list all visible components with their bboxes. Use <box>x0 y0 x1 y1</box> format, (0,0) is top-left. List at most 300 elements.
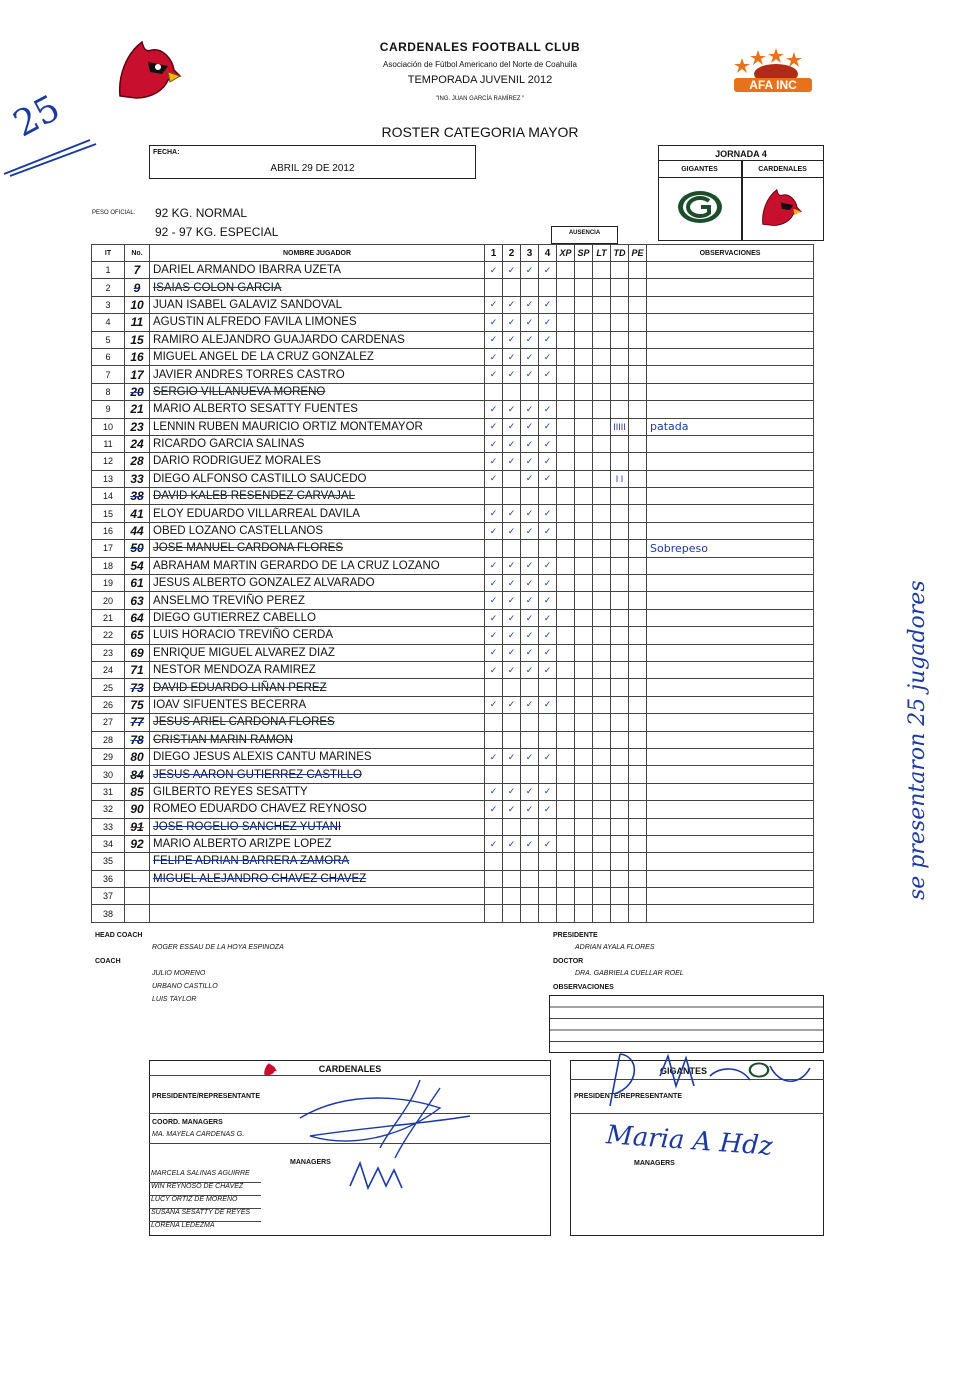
row-xp <box>557 401 575 418</box>
row-it <box>92 661 125 678</box>
row-q2-text: ✓ <box>507 629 516 640</box>
row-player-name <box>150 435 485 452</box>
row-q1-text: ✓ <box>489 438 498 449</box>
row-td <box>611 314 629 331</box>
row-td <box>611 714 629 731</box>
row-q1-text: ✓ <box>489 525 498 536</box>
table-row <box>92 870 814 887</box>
row-number-text: 91 <box>130 819 144 834</box>
row-it-text: 28 <box>102 734 113 745</box>
row-q3-text: ✓ <box>525 508 534 519</box>
row-sp <box>575 853 593 870</box>
row-q4-text: ✓ <box>543 299 552 310</box>
row-number-text: 90 <box>130 802 144 817</box>
cardenales-managers-list <box>149 1170 261 1234</box>
row-player-name-text: JESUS AARON GUTIERREZ CASTILLO <box>153 768 362 781</box>
row-it-text: 16 <box>102 526 113 537</box>
row-player-name <box>150 453 485 470</box>
row-sp <box>575 557 593 574</box>
coach-3: LUIS TAYLOR <box>152 996 197 1003</box>
row-number <box>125 609 150 626</box>
row-pe <box>629 627 647 644</box>
row-q2 <box>503 488 521 505</box>
row-it-text: 4 <box>105 317 111 328</box>
row-it-text: 34 <box>102 839 113 850</box>
row-player-name-text: LUIS HORACIO TREVIÑO CERDA <box>153 629 333 642</box>
table-row <box>92 888 814 905</box>
row-it <box>92 488 125 505</box>
row-q3-text: ✓ <box>525 699 534 710</box>
row-it-text: 30 <box>102 769 113 780</box>
row-q1-text: ✓ <box>489 647 498 658</box>
row-player-name-text: JUAN ISABEL GALAVIZ SANDOVAL <box>153 298 342 311</box>
row-lt <box>593 835 611 852</box>
row-pe <box>629 714 647 731</box>
row-number-text: 61 <box>130 576 144 591</box>
row-number-text: 44 <box>130 524 144 539</box>
row-q1-text: ✓ <box>489 421 498 432</box>
col-q1: 1 <box>485 245 503 262</box>
cardenales-presidente-label: PRESIDENTE/REPRESENTANTE <box>152 1093 260 1100</box>
row-q2-text: ✓ <box>507 838 516 849</box>
row-it <box>92 818 125 835</box>
row-sp <box>575 731 593 748</box>
table-row <box>92 627 814 644</box>
row-it <box>92 853 125 870</box>
row-q3-text: ✓ <box>525 612 534 623</box>
row-it-text: 33 <box>102 821 113 832</box>
row-observaciones <box>647 783 814 800</box>
row-sp <box>575 592 593 609</box>
row-player-name-text: JOSE MANUEL CARDONA FLORES <box>153 542 344 555</box>
row-player-name <box>150 505 485 522</box>
row-q2-text: ✓ <box>507 264 516 275</box>
row-q4 <box>539 661 557 678</box>
col-q2: 2 <box>503 245 521 262</box>
row-lt <box>593 262 611 279</box>
row-q2 <box>503 592 521 609</box>
row-sp <box>575 644 593 661</box>
row-player-name-text: DIEGO JESUS ALEXIS CANTU MARINES <box>153 751 372 764</box>
row-q1 <box>485 661 503 678</box>
row-player-name-text: RICARDO GARCIA SALINAS <box>153 438 305 451</box>
row-td <box>611 801 629 818</box>
row-lt <box>593 435 611 452</box>
row-q3 <box>521 748 539 765</box>
row-player-name <box>150 592 485 609</box>
row-q2 <box>503 540 521 557</box>
row-q1-text: ✓ <box>489 316 498 327</box>
row-q4-text: ✓ <box>543 595 552 606</box>
row-observaciones <box>647 766 814 783</box>
row-observaciones <box>647 540 814 557</box>
row-number-text: 75 <box>130 697 144 712</box>
row-lt <box>593 296 611 313</box>
row-sp <box>575 262 593 279</box>
row-q3 <box>521 383 539 400</box>
table-row <box>92 366 814 383</box>
row-sp <box>575 801 593 818</box>
row-q1 <box>485 644 503 661</box>
row-observaciones <box>647 557 814 574</box>
row-q3 <box>521 435 539 452</box>
row-td <box>611 348 629 365</box>
col-obs: OBSERVACIONES <box>647 245 814 262</box>
row-observaciones <box>647 853 814 870</box>
table-row <box>92 905 814 922</box>
table-row <box>92 853 814 870</box>
row-number <box>125 835 150 852</box>
row-q3 <box>521 644 539 661</box>
row-lt <box>593 609 611 626</box>
handwritten-corner-number: 25 <box>7 87 67 146</box>
row-q2 <box>503 627 521 644</box>
row-player-name <box>150 331 485 348</box>
row-q4 <box>539 801 557 818</box>
row-player-name-text: ISAIAS COLON GARCIA <box>153 281 282 294</box>
row-it <box>92 383 125 400</box>
row-number-text: 78 <box>130 732 144 747</box>
row-it-text: 35 <box>102 856 113 867</box>
row-it-text: 20 <box>102 595 113 606</box>
row-number-text: 21 <box>130 402 144 417</box>
row-xp <box>557 644 575 661</box>
row-player-name <box>150 905 485 922</box>
row-q1 <box>485 435 503 452</box>
row-xp <box>557 418 575 435</box>
row-lt <box>593 714 611 731</box>
row-q1 <box>485 348 503 365</box>
row-player-name-text: RAMIRO ALEJANDRO GUAJARDO CARDENAS <box>153 333 405 346</box>
row-q4 <box>539 783 557 800</box>
row-observaciones <box>647 435 814 452</box>
row-q3 <box>521 348 539 365</box>
row-q3-text: ✓ <box>525 786 534 797</box>
row-player-name <box>150 731 485 748</box>
row-pe <box>629 435 647 452</box>
row-player-name <box>150 766 485 783</box>
cardenales-coord-label: COORD. MANAGERS <box>152 1119 223 1126</box>
row-sp <box>575 453 593 470</box>
row-q2-text: ✓ <box>507 403 516 414</box>
row-number <box>125 696 150 713</box>
row-q2-text: ✓ <box>507 508 516 519</box>
row-q4-text: ✓ <box>543 577 552 588</box>
row-number <box>125 470 150 487</box>
row-lt <box>593 453 611 470</box>
row-q4 <box>539 470 557 487</box>
row-observaciones <box>647 748 814 765</box>
row-td <box>611 748 629 765</box>
row-number <box>125 714 150 731</box>
row-q3 <box>521 314 539 331</box>
manager-1: MARCELA SALINAS AGUIRRE <box>149 1170 261 1183</box>
row-player-name-text: MARIO ALBERTO SESATTY FUENTES <box>153 403 358 416</box>
row-q3-text: ✓ <box>525 525 534 536</box>
row-it <box>92 435 125 452</box>
row-pe <box>629 401 647 418</box>
row-it-text: 24 <box>102 665 113 676</box>
row-observaciones <box>647 575 814 592</box>
row-it-text: 14 <box>102 491 113 502</box>
row-q1-text: ✓ <box>489 803 498 814</box>
manager-3: LUCY ORTIZ DE MORENO <box>149 1196 261 1209</box>
row-it <box>92 279 125 296</box>
row-q1-text: ✓ <box>489 473 498 484</box>
row-player-name-text: MIGUEL ANGEL DE LA CRUZ GONZALEZ <box>153 351 374 364</box>
observaciones-box <box>549 995 824 1053</box>
row-q1 <box>485 853 503 870</box>
row-td <box>611 435 629 452</box>
row-q2 <box>503 262 521 279</box>
row-pe <box>629 818 647 835</box>
doctor-name: DRA. GABRIELA CUELLAR ROEL <box>575 970 684 977</box>
row-q2 <box>503 888 521 905</box>
row-number-text: 38 <box>130 489 144 504</box>
row-q4-text: ✓ <box>543 369 552 380</box>
row-number <box>125 679 150 696</box>
row-q2 <box>503 748 521 765</box>
row-q2 <box>503 575 521 592</box>
row-q3 <box>521 575 539 592</box>
row-number <box>125 766 150 783</box>
row-td <box>611 888 629 905</box>
row-xp <box>557 557 575 574</box>
row-q2 <box>503 644 521 661</box>
row-player-name-text: DIEGO GUTIERREZ CABELLO <box>153 612 316 624</box>
row-q4 <box>539 714 557 731</box>
row-player-name-text: ELOY EDUARDO VILLARREAL DAVILA <box>153 507 360 520</box>
row-it <box>92 418 125 435</box>
row-sp <box>575 435 593 452</box>
row-number-text: 17 <box>130 367 144 382</box>
row-pe <box>629 488 647 505</box>
row-it <box>92 888 125 905</box>
row-number <box>125 383 150 400</box>
row-q2-text: ✓ <box>507 786 516 797</box>
row-player-name <box>150 488 485 505</box>
row-number-text: 80 <box>130 750 144 765</box>
row-pe <box>629 522 647 539</box>
row-q2-text: ✓ <box>507 316 516 327</box>
row-player-name-text: DAVID EDUARDO LIÑAN PEREZ <box>153 681 327 694</box>
row-number <box>125 905 150 922</box>
row-number <box>125 592 150 609</box>
row-q4-text: ✓ <box>543 699 552 710</box>
col-no: No. <box>125 245 150 262</box>
row-q2-text: ✓ <box>507 299 516 310</box>
row-it-text: 10 <box>102 421 113 432</box>
row-lt <box>593 905 611 922</box>
row-pe <box>629 766 647 783</box>
row-q3-text: ✓ <box>525 421 534 432</box>
row-number <box>125 818 150 835</box>
table-row <box>92 383 814 400</box>
row-it-text: 13 <box>102 473 113 484</box>
roster-table <box>91 244 814 923</box>
row-it <box>92 766 125 783</box>
row-it <box>92 609 125 626</box>
row-it <box>92 783 125 800</box>
row-q3-text: ✓ <box>525 351 534 362</box>
row-player-name <box>150 575 485 592</box>
dedication: "ING. JUAN GARCÍA RAMÍREZ " <box>435 96 525 102</box>
peso-normal: 92 KG. NORMAL <box>155 206 248 220</box>
row-q1 <box>485 557 503 574</box>
row-it-text: 29 <box>102 752 113 763</box>
table-row <box>92 748 814 765</box>
row-q4 <box>539 575 557 592</box>
row-q2 <box>503 296 521 313</box>
row-q1-text: ✓ <box>489 299 498 310</box>
table-row <box>92 522 814 539</box>
row-player-name <box>150 348 485 365</box>
row-xp <box>557 470 575 487</box>
row-q1 <box>485 540 503 557</box>
row-observaciones <box>647 627 814 644</box>
table-row <box>92 731 814 748</box>
row-q1-text: ✓ <box>489 838 498 849</box>
row-observaciones <box>647 401 814 418</box>
row-player-name <box>150 853 485 870</box>
row-td <box>611 644 629 661</box>
row-pe <box>629 888 647 905</box>
row-q1 <box>485 592 503 609</box>
row-player-name <box>150 679 485 696</box>
row-td <box>611 835 629 852</box>
packers-logo-icon <box>677 190 723 224</box>
row-sp <box>575 575 593 592</box>
row-sp <box>575 627 593 644</box>
row-lt <box>593 592 611 609</box>
row-it <box>92 470 125 487</box>
row-q3 <box>521 609 539 626</box>
row-q3 <box>521 453 539 470</box>
row-number <box>125 748 150 765</box>
row-lt <box>593 575 611 592</box>
row-pe <box>629 661 647 678</box>
cardenales-title: CARDENALES <box>318 1064 382 1074</box>
row-pe <box>629 748 647 765</box>
row-player-name-text: LENNIN RUBEN MAURICIO ORTIZ MONTEMAYOR <box>153 420 423 433</box>
table-row <box>92 801 814 818</box>
gigantes-presidente-label: PRESIDENTE/REPRESENTANTE <box>574 1093 682 1100</box>
row-lt <box>593 540 611 557</box>
row-q4 <box>539 888 557 905</box>
row-xp <box>557 262 575 279</box>
cardinal-logo-icon <box>112 36 182 102</box>
row-it <box>92 644 125 661</box>
row-td <box>611 575 629 592</box>
row-q1 <box>485 522 503 539</box>
row-q2-text: ✓ <box>507 647 516 658</box>
row-q4 <box>539 505 557 522</box>
row-q4-text: ✓ <box>543 316 552 327</box>
table-row <box>92 401 814 418</box>
row-player-name <box>150 314 485 331</box>
row-number <box>125 435 150 452</box>
row-q3 <box>521 731 539 748</box>
afa-logo-icon <box>728 44 818 96</box>
row-observaciones <box>647 453 814 470</box>
row-number <box>125 331 150 348</box>
row-q3 <box>521 627 539 644</box>
row-it-text: 27 <box>102 717 113 728</box>
row-number <box>125 279 150 296</box>
observaciones-label: OBSERVACIONES <box>553 984 614 991</box>
roster-body <box>92 262 814 923</box>
row-observaciones-text: patada <box>650 420 689 434</box>
row-q2-text: ✓ <box>507 577 516 588</box>
row-q4 <box>539 488 557 505</box>
row-it <box>92 592 125 609</box>
table-row <box>92 296 814 313</box>
row-q1-text: ✓ <box>489 334 498 345</box>
row-td <box>611 488 629 505</box>
row-it-text: 15 <box>102 508 113 519</box>
row-xp <box>557 627 575 644</box>
row-pe <box>629 783 647 800</box>
row-number-text: 84 <box>130 767 144 782</box>
row-xp <box>557 731 575 748</box>
row-number <box>125 488 150 505</box>
row-q1 <box>485 801 503 818</box>
row-q2-text: ✓ <box>507 421 516 432</box>
row-q4 <box>539 401 557 418</box>
row-sp <box>575 418 593 435</box>
row-player-name <box>150 835 485 852</box>
row-lt <box>593 522 611 539</box>
row-lt <box>593 731 611 748</box>
row-observaciones <box>647 644 814 661</box>
row-td <box>611 418 629 435</box>
row-td <box>611 609 629 626</box>
row-q4 <box>539 296 557 313</box>
row-q2 <box>503 453 521 470</box>
row-it-text: 7 <box>105 369 111 380</box>
row-it-text: 31 <box>102 786 113 797</box>
row-td <box>611 766 629 783</box>
row-number-text: 73 <box>130 680 144 695</box>
row-q4 <box>539 818 557 835</box>
row-q4 <box>539 453 557 470</box>
row-xp <box>557 696 575 713</box>
row-sp <box>575 766 593 783</box>
row-xp <box>557 522 575 539</box>
row-sp <box>575 488 593 505</box>
row-lt <box>593 783 611 800</box>
row-observaciones <box>647 679 814 696</box>
row-number-text: 10 <box>130 297 144 312</box>
row-td <box>611 296 629 313</box>
row-q1-text: ✓ <box>489 455 498 466</box>
row-number-text: 23 <box>130 419 144 434</box>
row-q2 <box>503 348 521 365</box>
table-row <box>92 488 814 505</box>
row-it <box>92 575 125 592</box>
row-q1-text: ✓ <box>489 264 498 275</box>
row-pe <box>629 557 647 574</box>
row-player-name-text: ANSELMO TREVIÑO PEREZ <box>153 594 305 607</box>
row-number-text: 64 <box>130 611 144 625</box>
row-it <box>92 731 125 748</box>
row-xp <box>557 540 575 557</box>
row-number-text: 16 <box>130 350 144 365</box>
row-number <box>125 557 150 574</box>
row-q1 <box>485 383 503 400</box>
row-lt <box>593 870 611 887</box>
row-q4-text: ✓ <box>543 612 552 623</box>
